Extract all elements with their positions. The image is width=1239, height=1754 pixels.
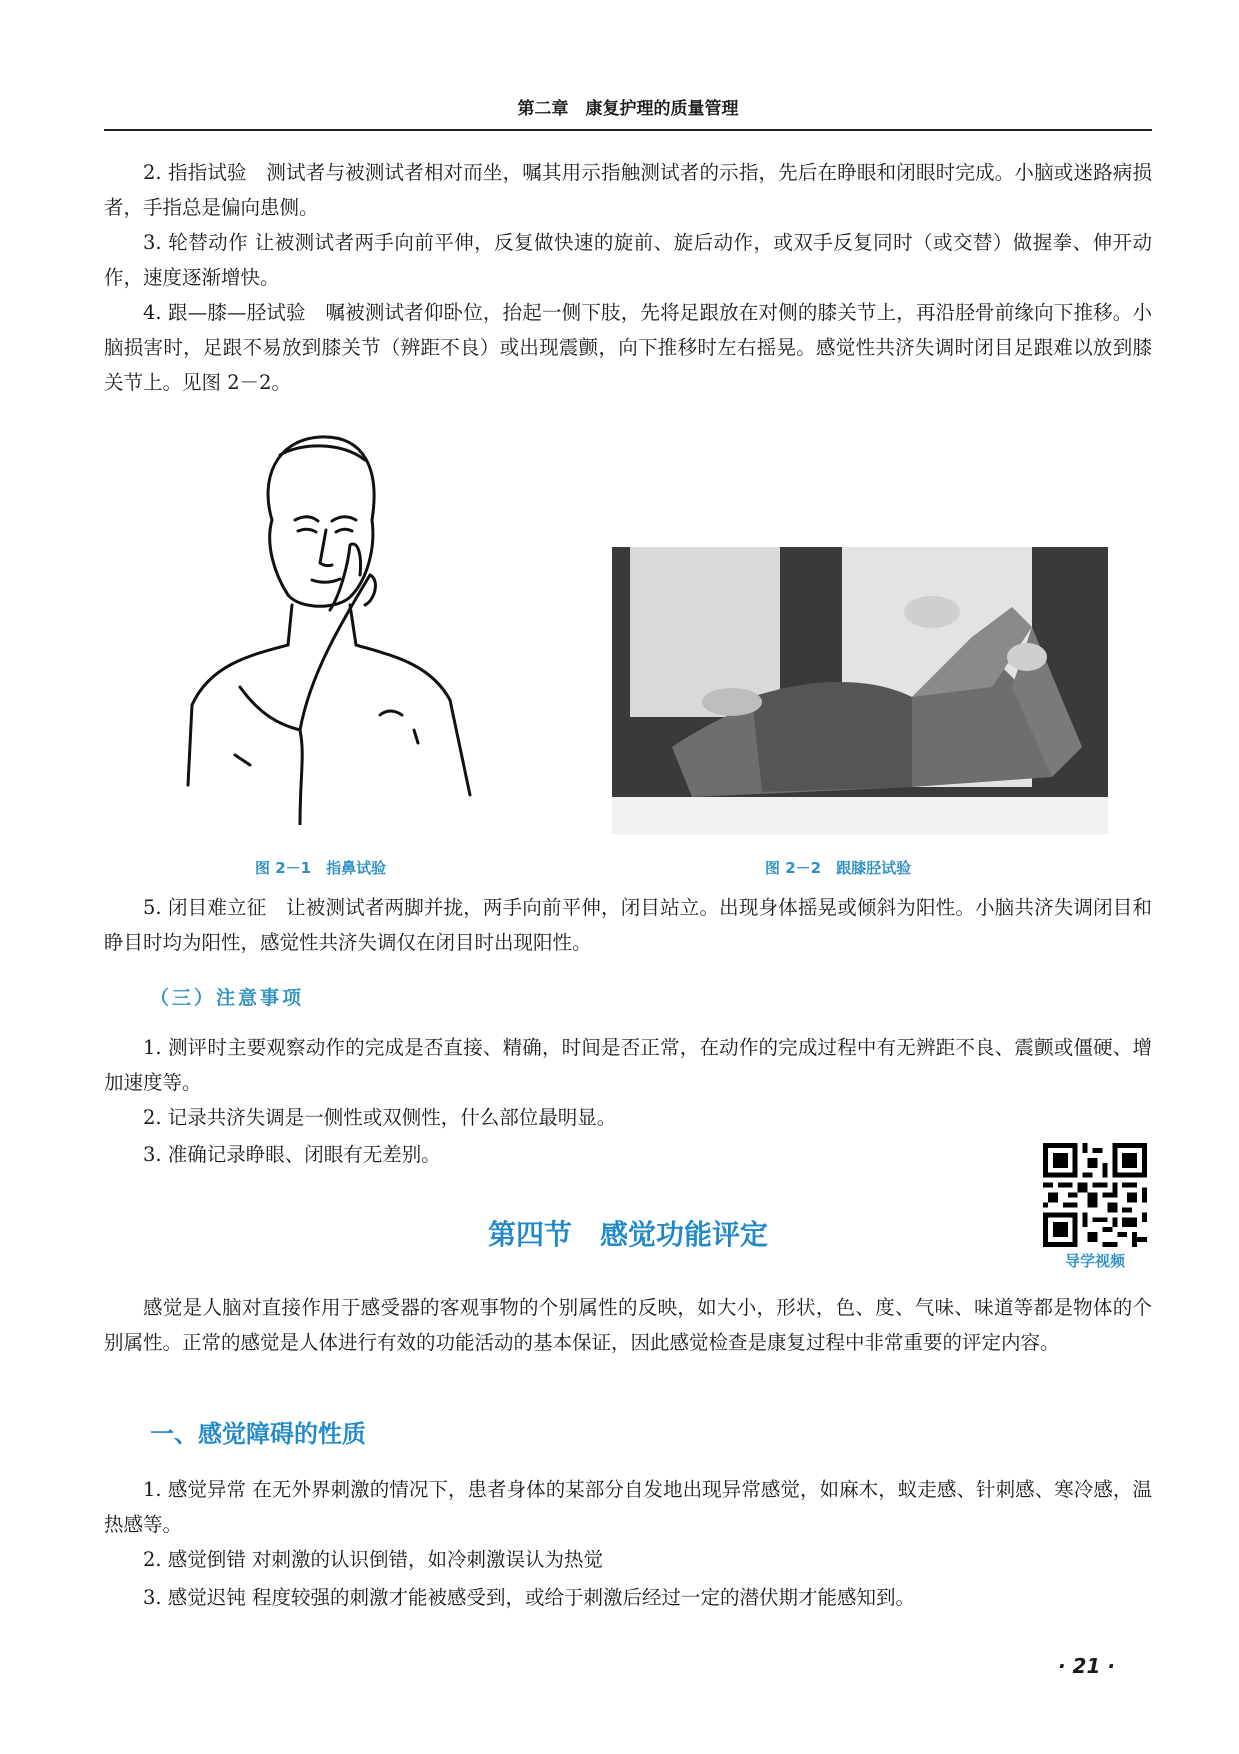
disorder-item: 1. 感觉异常 在无外界刺激的情况下，患者身体的某部分自发地出现异常感觉，如麻木，蚁走感、针刺感、寒冷感，温热感等。 — [104, 1478, 1152, 1536]
section-title: 第四节 感觉功能评定 — [487, 1218, 768, 1251]
note-item: 2. 记录共济失调是一侧性或双侧性，什么部位最明显。 — [143, 1106, 617, 1129]
heading-sensory-disorder-nature: 一、感觉障碍的性质 — [150, 1420, 366, 1448]
subheading-precautions: （三）注意事项 — [150, 987, 305, 1009]
running-header: 第二章 康复护理的质量管理 — [517, 99, 739, 119]
figure-heel-knee-shin-photo — [612, 547, 1108, 835]
paragraph-alternating-movement: 3. 轮替动作 让被测试者两手向前平伸，反复做快速的旋前、旋后动作，或双手反复同时（或交替）做握拳、伸开动作，速度逐渐增快。 — [104, 231, 1152, 289]
note-item: 1. 测评时主要观察动作的完成是否直接、精确，时间是否正常，在动作的完成过程中有无辨距不良、震颤或僵硬、增加速度等。 — [104, 1036, 1152, 1094]
page-number: · 21 · — [1058, 1654, 1115, 1678]
figure-1-caption: 图 2－1 指鼻试验 — [255, 859, 387, 877]
paragraph-intro: 感觉是人脑对直接作用于感受器的客观事物的个别属性的反映，如大小，形状，色、度、气味、味道等都是物体的个别属性。正常的感觉是人体进行有效的功能活动的基本保证，因此感觉检查是康复过程中非常重要的评定内容。 — [104, 1296, 1152, 1354]
paragraph-heel-knee-shin-test: 4. 跟—膝—胫试验 嘱被测试者仰卧位，抬起一侧下肢，先将足跟放在对侧的膝关节上，再沿胫骨前缘向下推移。小脑损害时，足跟不易放到膝关节（辨距不良）或出现震颤，向下推移时左右摇晃。感觉性共济失调时闭目足跟难以放到膝关节上。见图 2－2。 — [104, 301, 1152, 394]
note-item: 3. 准确记录睁眼、闭眼有无差别。 — [143, 1143, 441, 1166]
figure-finger-nose-drawing — [180, 425, 480, 825]
qr-label: 导学视频 — [1064, 1252, 1125, 1270]
paragraph-romberg-sign: 5. 闭目难立征 让被测试者两脚并拢，两手向前平伸，闭目站立。出现身体摇晃或倾斜为阳性。小脑共济失调闭目和睁目时均为阳性，感觉性共济失调仅在闭目时出现阳性。 — [104, 896, 1152, 954]
disorder-item: 2. 感觉倒错 对刺激的认识倒错，如冷刺激误认为热觉 — [143, 1548, 604, 1571]
figure-2-caption: 图 2－2 跟膝胫试验 — [765, 859, 912, 877]
header-rule — [104, 129, 1152, 131]
disorder-item: 3. 感觉迟钝 程度较强的刺激才能被感受到，或给于刺激后经过一定的潜伏期才能感知到。 — [143, 1586, 916, 1609]
paragraph-finger-finger-test: 2. 指指试验 测试者与被测试者相对而坐，嘱其用示指触测试者的示指，先后在睁眼和闭眼时完成。小脑或迷路病损者，手指总是偏向患侧。 — [104, 161, 1152, 219]
